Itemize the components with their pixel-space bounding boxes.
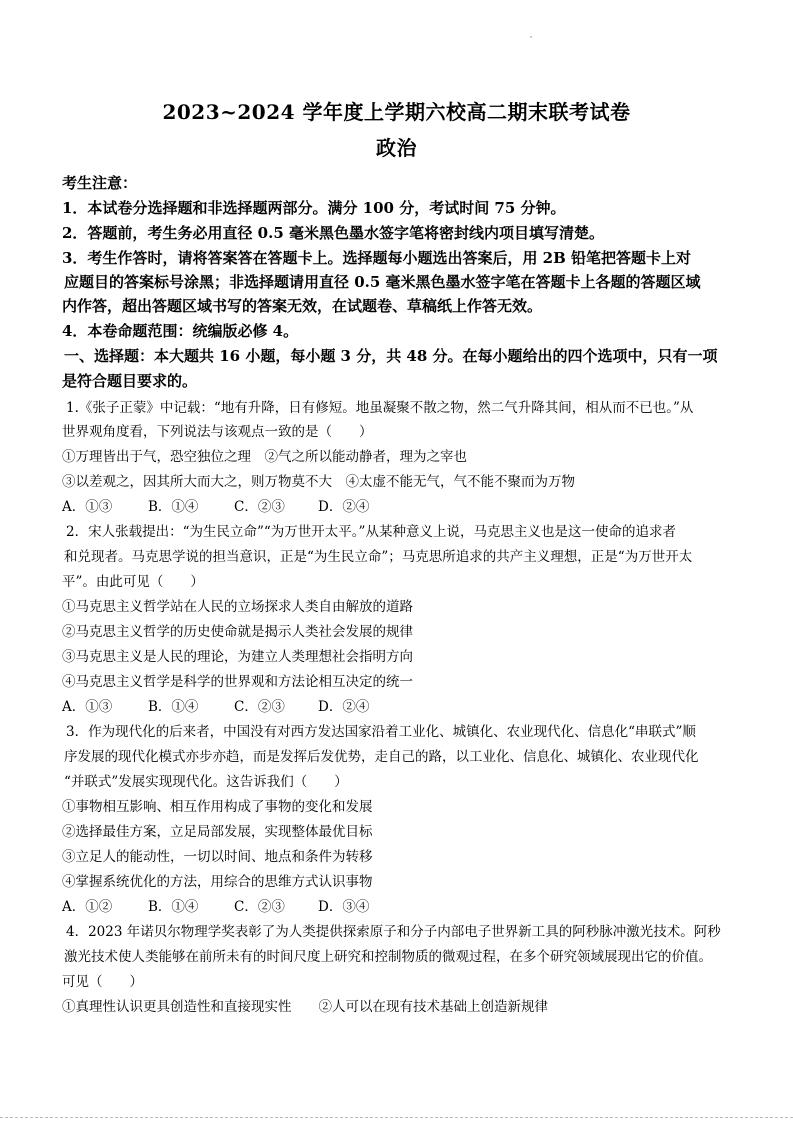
q3-stem-line1: 3．作为现代化的后来者，中国没有对西方发达国家沿着工业化、城镇化、农业现代化、信息化“串联式”顺 — [66, 724, 696, 740]
q1-option-d: D．②④ — [318, 499, 370, 515]
q2-option-c: C．②③ — [234, 699, 285, 715]
notice-item-3: 3．考生作答时，请将答案答在答题卡上。选择题每小题选出答案后，用 2B 铅笔把答题卡上对 — [62, 249, 692, 267]
notice-heading: 考生注意： — [62, 174, 138, 192]
page-bottom-rule — [0, 1117, 793, 1118]
q4-statement-1-2: ①真理性认识更具创造性和直接现实性 ②人可以在现有技术基础上创造新规律 — [62, 999, 548, 1015]
notice-item-3-cont1: 应题目的答案标号涂黑；非选择题请用直径 0.5 毫米黑色墨水签字笔在答题卡上各题的答题区域 — [64, 273, 701, 291]
q3-option-c: C．②③ — [234, 899, 285, 915]
q3-option-b: B．①④ — [148, 899, 199, 915]
q4-stem-line1: 4．2023 年诺贝尔物理学奖表彰了为人类提供探索原子和分子内部电子世界新工具的阿秒脉冲激光技术。阿秒 — [66, 924, 721, 940]
q2-stem-line2: 和兑现者。马克思学说的担当意识，正是“为生民立命”；马克思所追求的共产主义理想，正是“为万世开太 — [64, 549, 693, 565]
q2-statement-2: ②马克思主义哲学的历史使命就是揭示人类社会发展的规律 — [62, 624, 413, 640]
q2-options — [62, 697, 369, 717]
q3-statement-1: ①事物相互影响、相互作用构成了事物的变化和发展 — [62, 799, 373, 815]
q1-option-b: B．①④ — [148, 499, 199, 515]
notice-item-4: 4．本卷命题范围：统编版必修 4。 — [62, 322, 299, 340]
scan-speck — [530, 36, 532, 38]
q3-stem-line3: “并联式”发展实现现代化。这告诉我们（ ） — [64, 774, 348, 790]
q3-statement-2: ②选择最佳方案，立足局部发展，实现整体最优目标 — [62, 824, 373, 840]
q3-statement-4: ④掌握系统优化的方法，用综合的思维方式认识事物 — [62, 874, 373, 890]
q4-stem-line2: 激光技术使人类能够在前所未有的时间尺度上研究和控制物质的微观过程，在多个研究领域展现出它的价值。 — [64, 949, 712, 965]
q1-option-c: C．②③ — [234, 499, 285, 515]
q3-option-a: A．①② — [62, 899, 113, 915]
q1-stem-line1: 1.《张子正蒙》中记载：“地有升降，日有修短。地虽凝聚不散之物，然二气升降其间，相从而不已也。”从 — [66, 400, 694, 416]
q4-stem-line3: 可见（ ） — [62, 974, 143, 990]
q1-stem-line2: 世界观角度看，下列说法与该观点一致的是（ ） — [62, 424, 373, 440]
notice-item-1: 1．本试卷分选择题和非选择题两部分。满分 100 分，考试时间 75 分钟。 — [62, 199, 566, 217]
q2-option-d: D．②④ — [318, 699, 370, 715]
notice-item-2: 2．答题前，考生务必用直径 0.5 毫米黑色墨水签字笔将密封线内项目填写清楚。 — [62, 224, 604, 242]
q3-option-d: D．③④ — [318, 899, 370, 915]
exam-title: 2023~2024 学年度上学期六校高二期末联考试卷 — [162, 100, 631, 124]
q2-statement-4: ④马克思主义哲学是科学的世界观和方法论相互决定的统一 — [62, 674, 413, 690]
q2-option-b: B．①④ — [148, 699, 199, 715]
q2-statement-1: ①马克思主义哲学站在人民的立场探求人类自由解放的道路 — [62, 599, 413, 615]
q2-stem-line1: 2．宋人张载提出：“为生民立命”“为万世开太平。”从某种意义上说，马克思主义也是这一使命的追求者 — [66, 524, 676, 540]
q1-statement-2: ③以差观之，因其所大而大之，则万物莫不大 ④太虚不能无气，气不能不聚而为万物 — [62, 474, 575, 490]
section-heading-line2: 是符合题目要求的。 — [62, 372, 198, 390]
q2-option-a: A．①③ — [62, 699, 113, 715]
q2-statement-3: ③马克思主义是人民的理论，为建立人类理想社会指明方向 — [62, 649, 413, 665]
q3-stem-line2: 序发展的现代化模式亦步亦趋，而是发挥后发优势，走自己的路，以工业化、信息化、城镇化、农业现代化 — [64, 749, 699, 765]
q1-option-a: A．①③ — [62, 499, 113, 515]
q2-stem-line3: 平”。由此可见（ ） — [62, 574, 204, 590]
subject-title: 政治 — [376, 136, 417, 160]
notice-item-3-cont2: 内作答，超出答题区域书写的答案无效，在试题卷、草稿纸上作答无效。 — [62, 297, 543, 315]
q3-statement-3: ③立足人的能动性，一切以时间、地点和条件为转移 — [62, 849, 373, 865]
q1-options — [62, 497, 369, 517]
q1-statement-1: ①万理皆出于气，恐空独位之理 ②气之所以能动静者，理为之宰也 — [62, 449, 467, 465]
q3-options — [62, 897, 369, 917]
section-heading-line1: 一、选择题：本大题共 16 小题，每小题 3 分，共 48 分。在每小题给出的四个选项中，只有一项 — [64, 347, 718, 365]
